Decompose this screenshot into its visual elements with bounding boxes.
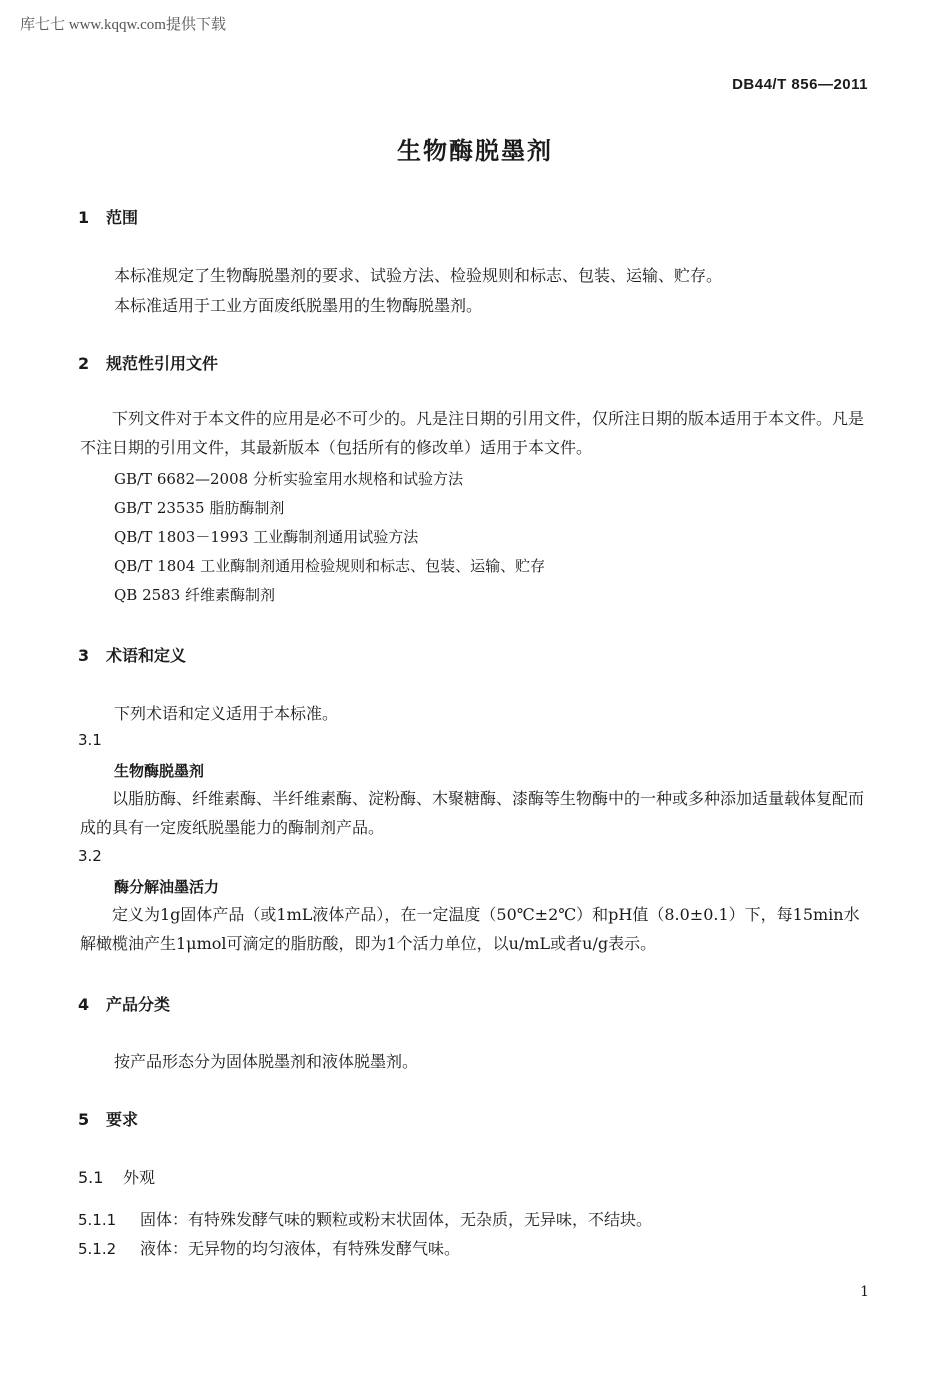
reference-item: QB/T 1804 工业酶制剂通用检验规则和标志、包装、运输、贮存 xyxy=(114,557,546,575)
paragraph: 本标准适用于工业方面废纸脱墨用的生物酶脱墨剂。 xyxy=(114,296,483,315)
section-number: 5 xyxy=(78,1110,90,1129)
section-5-heading xyxy=(78,1107,138,1130)
section-title: 术语和定义 xyxy=(106,646,187,665)
subsection-number: 5.1 xyxy=(78,1168,104,1187)
document-title: 生物酶脱墨剂 xyxy=(397,137,553,165)
section-4-heading xyxy=(78,992,170,1015)
term-number: 3.1 xyxy=(78,731,102,749)
section-3-heading xyxy=(78,643,186,666)
paragraph: 下列文件对于本文件的应用是必不可少的。凡是注日期的引用文件，仅所注日期的版本适用于本文件。凡是不注日期的引用文件，其最新版本（包括所有的修改单）适用于本文件。 xyxy=(80,409,865,457)
section-number: 3 xyxy=(78,646,90,665)
section-number: 1 xyxy=(78,208,90,227)
reference-item: QB 2583 纤维素酶制剂 xyxy=(114,586,276,604)
paragraph: 按产品形态分为固体脱墨剂和液体脱墨剂。 xyxy=(114,1052,419,1071)
clause-text: 液体：无异物的均匀液体，有特殊发酵气味。 xyxy=(140,1239,461,1258)
section-number: 4 xyxy=(78,995,90,1014)
section-title: 产品分类 xyxy=(106,995,171,1014)
clause-number: 5.1.2 xyxy=(78,1240,117,1258)
standard-code: DB44/T 856—2011 xyxy=(732,76,868,93)
section-title: 要求 xyxy=(106,1110,139,1129)
clause-text: 固体：有特殊发酵气味的颗粒或粉末状固体，无杂质，无异味，不结块。 xyxy=(140,1210,653,1229)
term-name: 生物酶脱墨剂 xyxy=(114,762,205,780)
term-definition: 以脂肪酶、纤维素酶、半纤维素酶、淀粉酶、木聚糖酶、漆酶等生物酶中的一种或多种添加适量载体复配而成的具有一定废纸脱墨能力的酶制剂产品。 xyxy=(80,789,865,837)
reference-item: QB/T 1803－1993 工业酶制剂通用试验方法 xyxy=(114,528,419,546)
section-title: 规范性引用文件 xyxy=(106,354,219,373)
paragraph: 本标准规定了生物酶脱墨剂的要求、试验方法、检验规则和标志、包装、运输、贮存。 xyxy=(114,266,723,285)
reference-item: GB/T 6682—2008 分析实验室用水规格和试验方法 xyxy=(114,470,463,488)
paragraph: 下列术语和定义适用于本标准。 xyxy=(114,704,339,723)
section-number: 2 xyxy=(78,354,90,373)
term-name: 酶分解油墨活力 xyxy=(114,878,220,896)
term-number: 3.2 xyxy=(78,847,102,865)
term-definition: 定义为1g固体产品（或1mL液体产品），在一定温度（50℃±2℃）和pH值（8.0±0.1）下，每15min水解橄榄油产生1μmol可滴定的脂肪酸，即为1个活力单位，以u/mL或者u/g表示。 xyxy=(80,905,860,953)
clause-5-1-1 xyxy=(78,1207,652,1230)
subsection-5-1-heading xyxy=(78,1165,155,1188)
reference-item: GB/T 23535 脂肪酶制剂 xyxy=(114,499,285,517)
watermark: 库七七 www.kqqw.com提供下载 xyxy=(20,17,226,33)
section-title: 范围 xyxy=(106,208,139,227)
clause-5-1-2 xyxy=(78,1236,460,1259)
clause-number: 5.1.1 xyxy=(78,1211,117,1229)
page-number: 1 xyxy=(860,1284,869,1300)
section-2-heading xyxy=(78,351,218,374)
section-1-heading xyxy=(78,205,138,228)
subsection-title: 外观 xyxy=(123,1168,156,1187)
